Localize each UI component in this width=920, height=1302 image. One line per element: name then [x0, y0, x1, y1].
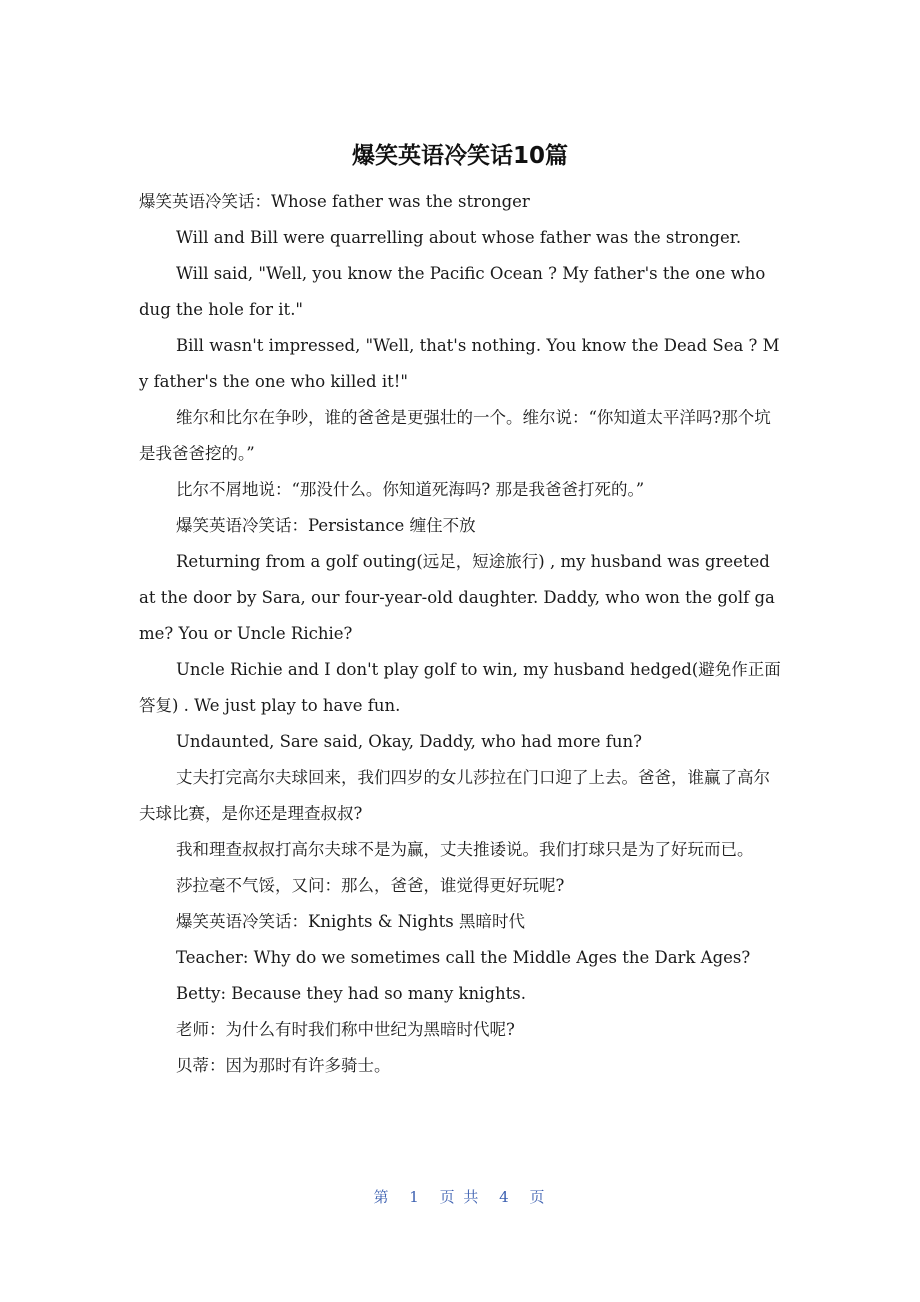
paragraph: 莎拉毫不气馁，又问：那么，爸爸，谁觉得更好玩呢? — [176, 876, 565, 895]
section-heading: 爆笑英语冷笑话：Whose father was the stronger — [139, 192, 530, 211]
paragraph: Uncle Richie and I don't play golf to win, my husband hedged(避免作正面答复) . We just play to have fun. — [139, 660, 781, 715]
paragraph: 丈夫打完高尔夫球回来，我们四岁的女儿莎拉在门口迎了上去。爸爸，谁赢了高尔夫球比赛，是你还是理查叔叔? — [139, 768, 770, 823]
paragraph: Undaunted, Sare said, Okay, Daddy, who had more fun? — [176, 732, 642, 751]
paragraph: Will and Bill were quarrelling about whose father was the stronger. — [176, 228, 742, 247]
page-footer — [0, 1186, 920, 1207]
paragraph: 比尔不屑地说：“那没什么。你知道死海吗? 那是我爸爸打死的。” — [176, 480, 645, 499]
section-heading: 爆笑英语冷笑话：Persistance 缠住不放 — [176, 516, 476, 535]
footer-label-pages: 页 — [529, 1188, 547, 1206]
footer-total-pages: 4 — [499, 1188, 511, 1206]
paragraph: Will said, "Well, you know the Pacific Ocean ? My father's the one who dug the hole for it." — [139, 264, 766, 319]
paragraph: Betty: Because they had so many knights. — [176, 984, 526, 1003]
document-title: 爆笑英语冷笑话10篇 — [351, 143, 568, 169]
paragraph: 贝蒂：因为那时有许多骑士。 — [176, 1056, 391, 1075]
paragraph: Returning from a golf outing(远足，短途旅行) , my husband was greeted at the door by Sara, our four-year-old daughter. Daddy, who won the golf game? You or Uncle Richie? — [139, 552, 775, 643]
paragraph: Bill wasn't impressed, "Well, that's nothing. You know the Dead Sea ? My father's the one who killed it!" — [139, 336, 780, 391]
document-body — [139, 184, 781, 1084]
paragraph: Teacher: Why do we sometimes call the Middle Ages the Dark Ages? — [176, 948, 751, 967]
section-heading: 爆笑英语冷笑话：Knights & Nights 黑暗时代 — [176, 912, 525, 931]
footer-current-page: 1 — [409, 1188, 421, 1206]
footer-label-of: 页 共 — [439, 1188, 481, 1206]
paragraph: 我和理查叔叔打高尔夫球不是为赢，丈夫推诿说。我们打球只是为了好玩而已。 — [176, 840, 754, 859]
paragraph: 维尔和比尔在争吵，谁的爸爸是更强壮的一个。维尔说：“你知道太平洋吗?那个坑是我爸爸挖的。” — [139, 408, 771, 463]
footer-label-page: 第 — [373, 1188, 391, 1206]
paragraph: 老师：为什么有时我们称中世纪为黑暗时代呢? — [176, 1020, 515, 1039]
